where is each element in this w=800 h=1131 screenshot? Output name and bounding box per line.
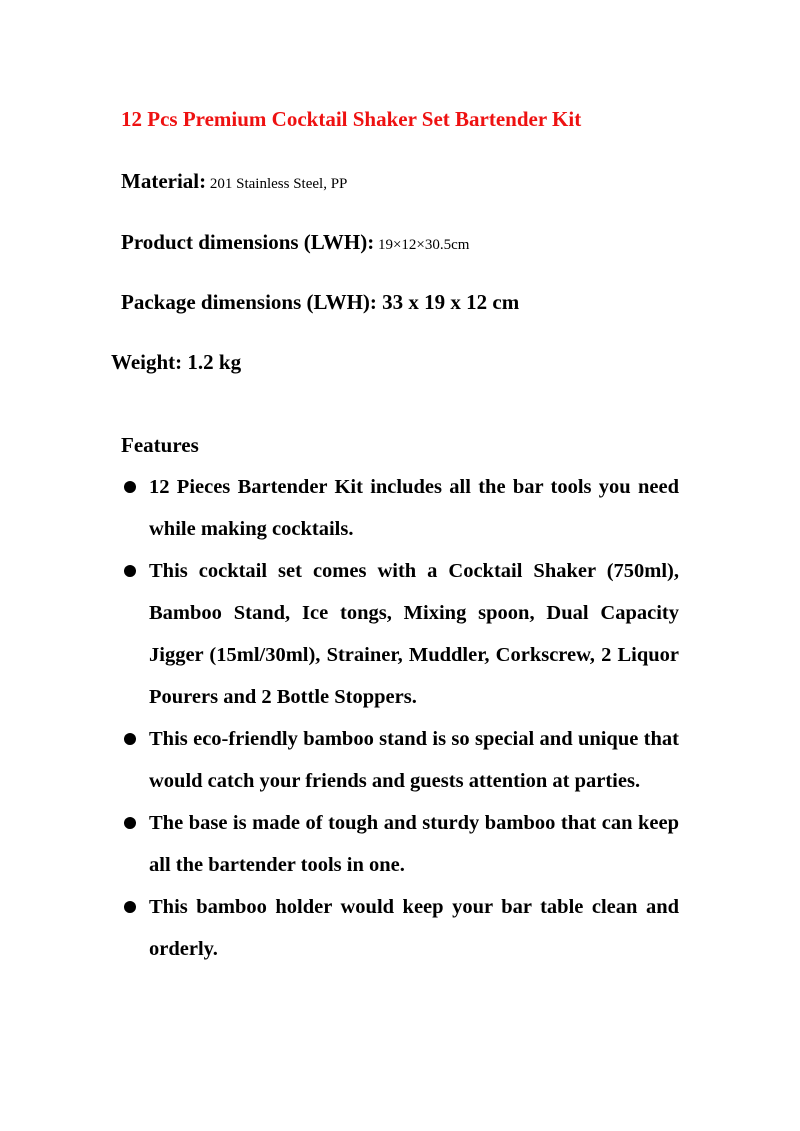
feature-text: 12 Pieces Bartender Kit includes all the bar tools you need while making cocktails.: [149, 476, 679, 540]
feature-text: This cocktail set comes with a Cocktail Shaker (750ml), Bamboo Stand, Ice tongs, Mixing spoon, Dual Capacity Jigger (15ml/30ml), Strainer, Muddler, Corkscrew, 2 Liquor Pourers and 2 Bottle Stoppers.: [149, 560, 679, 708]
page-title: 12 Pcs Premium Cocktail Shaker Set Bartender Kit: [121, 107, 582, 131]
feature-text: The base is made of tough and sturdy bamboo that can keep all the bartender tools in one.: [149, 812, 679, 876]
feature-item: [121, 718, 679, 802]
feature-item: [121, 550, 679, 718]
product-dimensions-label: Product dimensions (LWH):: [121, 230, 375, 254]
feature-text: This eco-friendly bamboo stand is so special and unique that would catch your friends and guests attention at parties.: [149, 728, 679, 792]
features-list: [121, 466, 679, 970]
package-dimensions-spec: [121, 287, 519, 320]
bullet-icon: [124, 565, 136, 577]
features-heading: Features: [121, 433, 199, 457]
weight-spec: [111, 347, 241, 380]
weight-label: Weight:: [111, 350, 183, 374]
material-label: Material:: [121, 169, 207, 193]
bullet-icon: [124, 817, 136, 829]
bullet-icon: [124, 733, 136, 745]
package-dimensions-value: 33 x 19 x 12 cm: [376, 290, 520, 314]
material-value: 201 Stainless Steel, PP: [206, 176, 348, 192]
feature-item: [121, 802, 679, 886]
product-dimensions-value: 19×12×30.5cm: [374, 237, 470, 253]
weight-value: 1.2 kg: [182, 350, 242, 374]
feature-item: [121, 466, 679, 550]
bullet-icon: [124, 901, 136, 913]
feature-item: [121, 886, 679, 970]
bullet-icon: [124, 481, 136, 493]
package-dimensions-label: Package dimensions (LWH):: [121, 290, 377, 314]
feature-text: This bamboo holder would keep your bar table clean and orderly.: [149, 896, 679, 960]
product-dimensions-spec: [121, 227, 469, 260]
material-spec: [121, 166, 347, 199]
